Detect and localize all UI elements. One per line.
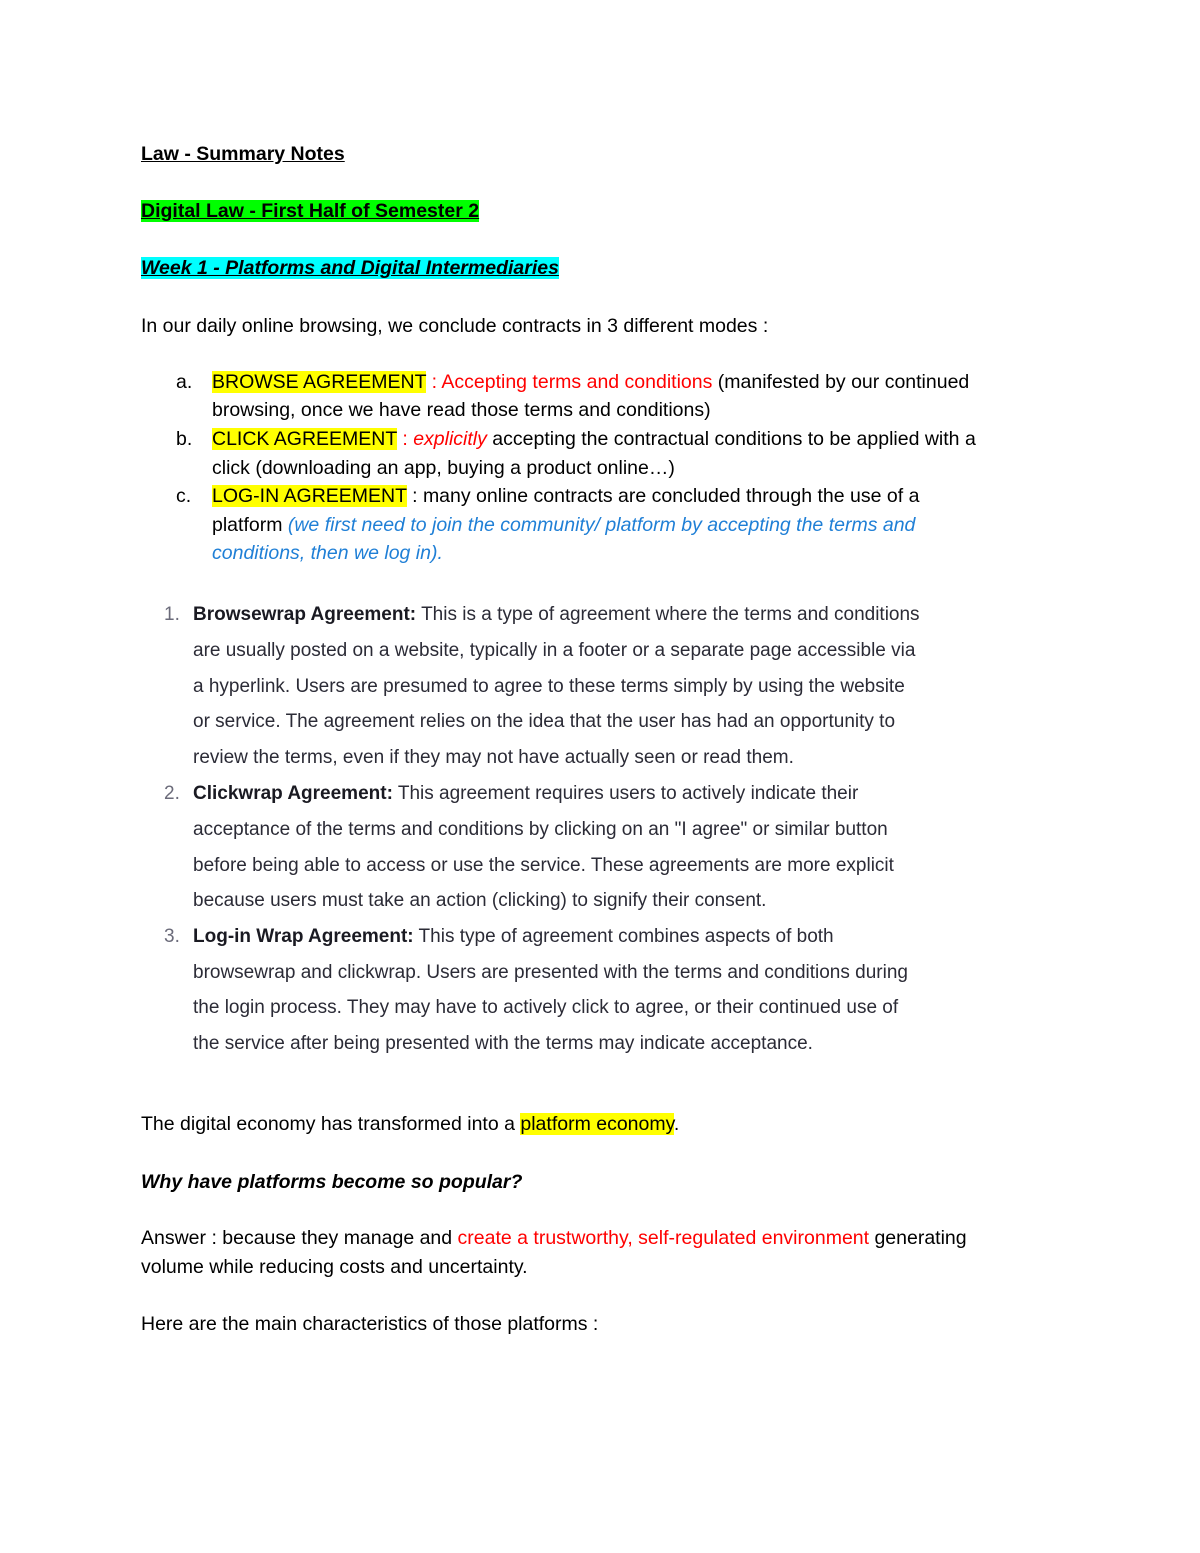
- platform-economy-text: The digital economy has transformed into a: [141, 1113, 521, 1135]
- mode-red-text: Accepting terms and conditions: [441, 371, 713, 393]
- intro-text: In our daily online browsing, we conclude contracts in 3 different modes :: [141, 315, 769, 337]
- shot-list-number: 1.: [164, 604, 180, 625]
- mode-red-italic-text: explicitly: [413, 428, 487, 450]
- mode-line-2: browsing, once we have read those terms and conditions): [212, 399, 711, 421]
- mode-line-3: conditions, then we log in).: [212, 542, 443, 564]
- mode-label: CLICK AGREEMENT: [212, 428, 397, 450]
- mode-line-1: [212, 368, 969, 396]
- mode-line-2: click (downloading an app, buying a product online…): [212, 457, 675, 479]
- shot-line-text: browsewrap and clickwrap. Users are presented with the terms and conditions during: [193, 962, 908, 983]
- shot-list-line: [193, 603, 920, 627]
- week-heading-text: Week 1 - Platforms and Digital Intermediaries: [141, 257, 559, 279]
- shot-line-text: before being able to access or use the service. These agreements are more explicit: [193, 855, 894, 876]
- answer-rest-text: generating: [869, 1227, 967, 1249]
- page-title: [141, 140, 345, 168]
- mode-rest-text: (manifested by our continued: [712, 371, 970, 393]
- week-heading: [141, 254, 559, 282]
- shot-line-text: or service. The agreement relies on the idea that the user has had an opportunity to: [193, 711, 896, 732]
- mode-label: BROWSE AGREEMENT: [212, 371, 427, 393]
- answer-text: Answer : because they manage and: [141, 1227, 458, 1249]
- shot-list-number: 2.: [164, 783, 180, 804]
- mode-line-1: [212, 482, 919, 510]
- shot-line-text: are usually posted on a website, typically in a footer or a separate page accessible via: [193, 640, 916, 661]
- mode-rest-text: : many online contracts are concluded through the use of a: [406, 485, 920, 507]
- mode-separator: :: [396, 428, 414, 450]
- shot-line-text: a hyperlink. Users are presumed to agree to these terms simply by using the website: [193, 676, 905, 697]
- section-heading-text: Digital Law - First Half of Semester 2: [141, 200, 480, 222]
- answer-line-2: volume while reducing costs and uncertainty.: [141, 1256, 528, 1278]
- shot-line-text: review the terms, even if they may not have actually seen or read them.: [193, 747, 794, 768]
- list-marker: c.: [176, 485, 192, 507]
- shot-list-line: [193, 782, 858, 806]
- section-heading: [141, 197, 479, 225]
- shot-line-text: because users must take an action (clicking) to signify their consent.: [193, 890, 767, 911]
- mode-plain-text: platform: [212, 514, 288, 536]
- shot-list-term: Log-in Wrap Agreement:: [193, 926, 414, 947]
- mode-blue-text: (we first need to join the community/ platform by accepting the terms and: [287, 514, 916, 536]
- shot-line-text: This is a type of agreement where the terms and conditions: [416, 604, 920, 625]
- mode-line-2: [212, 511, 915, 539]
- closing-paragraph: Here are the main characteristics of those platforms :: [141, 1313, 599, 1335]
- page-title-text: Law - Summary Notes: [141, 143, 345, 165]
- shot-line-text: the service after being presented with the terms may indicate acceptance.: [193, 1033, 813, 1054]
- answer-paragraph: [141, 1224, 967, 1252]
- list-marker: b.: [176, 428, 193, 450]
- shot-line-text: This type of agreement combines aspects of both: [413, 926, 834, 947]
- shot-list-number: 3.: [164, 926, 180, 947]
- shot-line-text: This agreement requires users to actively indicate their: [392, 783, 859, 804]
- intro-paragraph: [141, 312, 768, 340]
- platform-economy-highlight: platform economy: [520, 1113, 674, 1135]
- mode-line-1: [212, 425, 976, 453]
- shot-list-term: Clickwrap Agreement:: [193, 783, 393, 804]
- mode-rest-text: accepting the contractual conditions to be applied with a: [486, 428, 976, 450]
- shot-line-text: the login process. They may have to actively click to agree, or their continued use of: [193, 997, 899, 1018]
- shot-list-term: Browsewrap Agreement:: [193, 604, 417, 625]
- mode-label: LOG-IN AGREEMENT: [212, 485, 407, 507]
- list-marker: a.: [176, 371, 193, 393]
- shot-line-text: acceptance of the terms and conditions by clicking on an "I agree" or similar button: [193, 819, 888, 840]
- shot-list-line: [193, 925, 834, 949]
- platform-economy-paragraph: [141, 1110, 679, 1138]
- answer-red-text: create a trustworthy, self-regulated environment: [457, 1227, 870, 1249]
- mode-separator: :: [426, 371, 442, 393]
- embedded-list-image: [160, 597, 980, 1062]
- platform-economy-end: .: [673, 1113, 680, 1135]
- question-heading: Why have platforms become so popular?: [141, 1171, 523, 1193]
